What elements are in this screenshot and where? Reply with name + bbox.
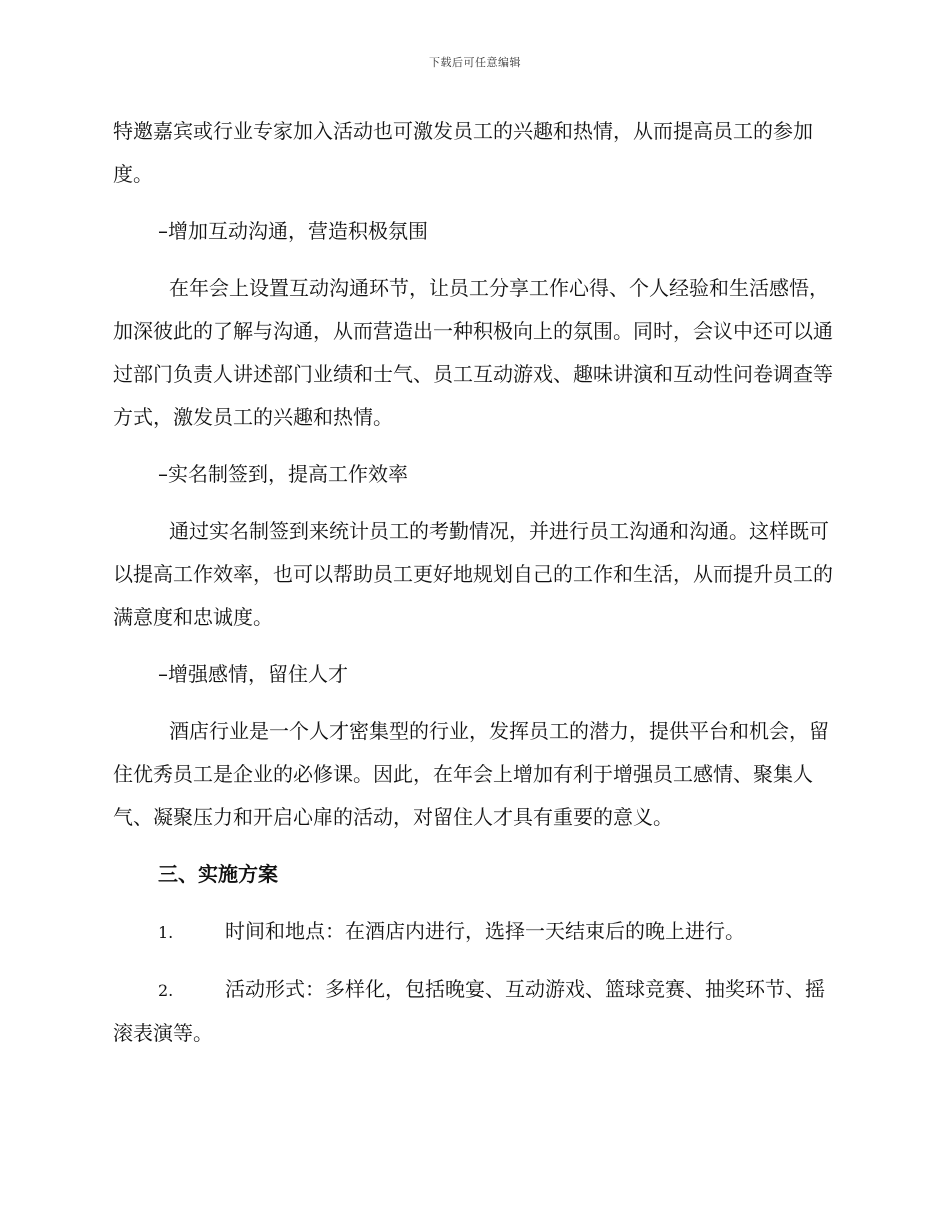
subheading-interactive-communication: –增加互动沟通，营造积极氛围: [158, 219, 428, 243]
paragraph-real-name-signin: 通过实名制签到来统计员工的考勤情况，并进行员工沟通和沟通。这样既可以提高工作效率，也可以帮助员工更好地规划自己的工作和生活，从而提升员工的满意度和忠诚度。: [113, 519, 833, 629]
section-heading-implementation: 三、实施方案: [158, 862, 278, 886]
list-item-text: 活动形式：多样化，包括晚宴、互动游戏、篮球竞赛、抽奖环节、摇滚表演等。: [113, 977, 825, 1045]
list-number: 1.: [158, 923, 174, 942]
paragraph-retain-talent: 酒店行业是一个人才密集型的行业，发挥员工的潜力，提供平台和机会，留住优秀员工是企业的必修课。因此，在年会上增加有利于增强员工感情、聚集人气、凝聚压力和开启心扉的活动，对留住人才具有重要的意义。: [113, 719, 829, 829]
list-item-text: 时间和地点：在酒店内进行，选择一天结束后的晚上进行。: [225, 919, 745, 943]
list-item-time-place: [113, 910, 835, 954]
list-number: 2.: [158, 981, 174, 1000]
paragraph-guest-experts: 特邀嘉宾或行业专家加入活动也可激发员工的兴趣和热情，从而提高员工的参加度。: [113, 119, 813, 186]
subheading-retain-talent: –增强感情，留住人才: [158, 662, 348, 686]
paragraph-interactive-communication: 在年会上设置互动沟通环节，让员工分享工作心得、个人经验和生活感悟，加深彼此的了解与沟通，从而营造出一种积极向上的氛围。同时，会议中还可以通过部门负责人讲述部门业绩和士气、员工互动游戏、趣味讲演和互动性问卷调查等方式，激发员工的兴趣和热情。: [113, 276, 833, 429]
page-header: 下载后可任意编辑: [429, 56, 521, 69]
subheading-real-name-signin: –实名制签到，提高工作效率: [158, 462, 408, 486]
document-body: [113, 110, 835, 1055]
list-item-activity-form: [113, 968, 835, 1055]
